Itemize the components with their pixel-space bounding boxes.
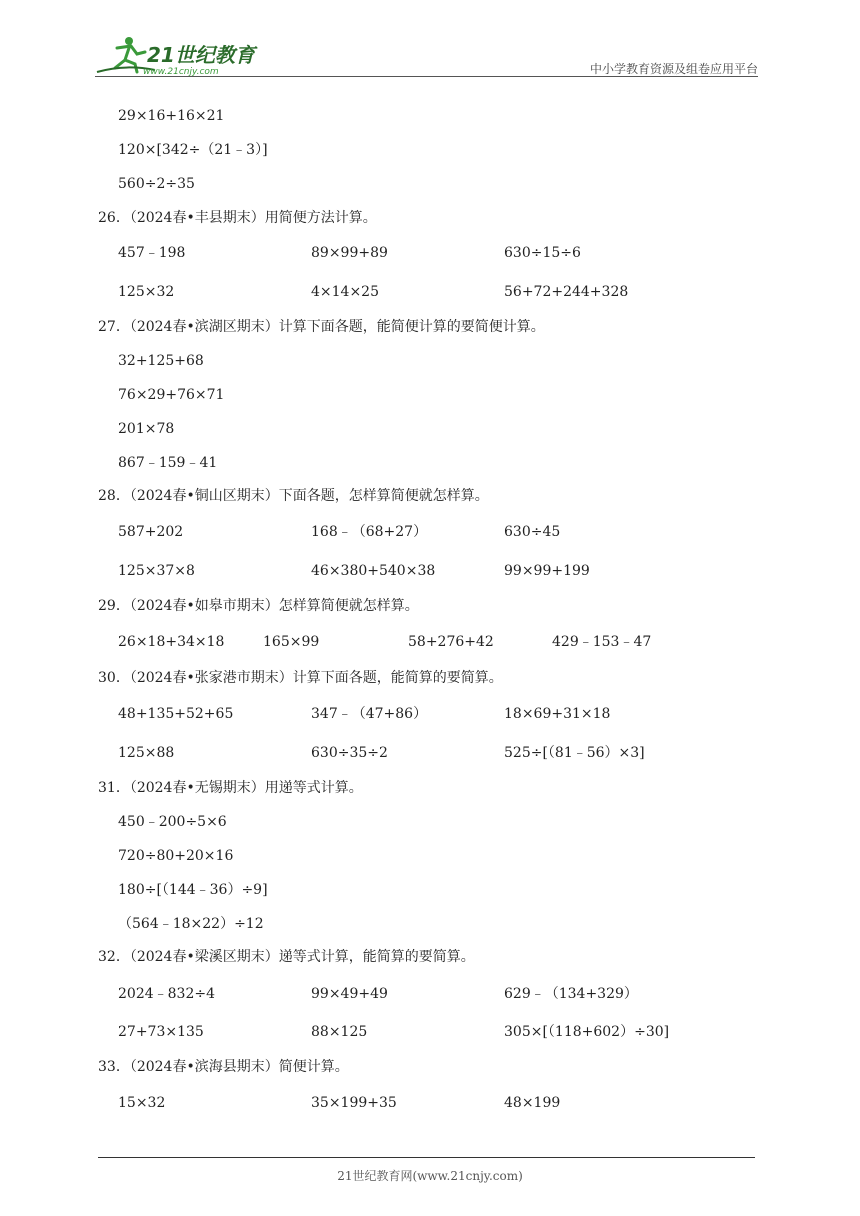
- question-title: 27．（2024春•滨湖区期末）计算下面各题，能简便计算的要简便计算。: [98, 319, 545, 335]
- question-title: 26．（2024春•丰县期末）用简便方法计算。: [98, 210, 377, 226]
- expression: （564﹣18×22）÷12: [118, 916, 264, 932]
- question-title: 33．（2024春•滨海县期末）简便计算。: [98, 1059, 349, 1075]
- question-title: 30．（2024春•张家港市期末）计算下面各题，能简算的要简算。: [98, 670, 503, 686]
- expression: 48×199: [504, 1095, 561, 1111]
- expression: 125×37×8: [118, 563, 195, 579]
- expression: 457﹣198: [118, 245, 186, 261]
- expression: 125×88: [118, 745, 175, 761]
- question-title: 31．（2024春•无锡期末）用递等式计算。: [98, 780, 363, 796]
- expression: 2024﹣832÷4: [118, 986, 215, 1002]
- expression: 720÷80+20×16: [118, 848, 234, 864]
- expression: 180÷[（144﹣36）÷9]: [118, 882, 268, 898]
- expression: 560÷2÷35: [118, 176, 195, 192]
- expression: 201×78: [118, 421, 175, 437]
- expression: 347﹣（47+86）: [311, 706, 428, 722]
- expression: 18×69+31×18: [504, 706, 611, 722]
- site-name: 中小学教育资源及组卷应用平台: [589, 62, 758, 76]
- expression: 48+135+52+65: [118, 706, 234, 722]
- question-title: 28．（2024春•铜山区期末）下面各题，怎样算简便就怎样算。: [98, 488, 489, 504]
- expression: 429﹣153﹣47: [552, 634, 652, 650]
- expression: 450﹣200÷5×6: [118, 814, 227, 830]
- expression: 35×199+35: [311, 1095, 397, 1111]
- expression: 120×[342÷（21﹣3）]: [118, 142, 268, 158]
- expression: 125×32: [118, 284, 175, 300]
- expression: 168﹣（68+27）: [311, 524, 428, 540]
- expression: 15×32: [118, 1095, 166, 1111]
- expression: 26×18+34×18: [118, 634, 225, 650]
- svg-text:www.21cnjy.com: www.21cnjy.com: [143, 67, 219, 76]
- expression: 629﹣（134+329）: [504, 986, 638, 1002]
- expression: 99×99+199: [504, 563, 590, 579]
- expression: 867﹣159﹣41: [118, 455, 218, 471]
- expression: 165×99: [263, 634, 320, 650]
- expression: 587+202: [118, 524, 184, 540]
- expression: 89×99+89: [311, 245, 388, 261]
- svg-text:21世纪教育: 21世纪教育: [147, 43, 255, 67]
- expression: 99×49+49: [311, 986, 388, 1002]
- expression: 525÷[（81﹣56）×3]: [504, 745, 645, 761]
- expression: 29×16+16×21: [118, 108, 225, 124]
- expression: 32+125+68: [118, 353, 204, 369]
- expression: 76×29+76×71: [118, 387, 225, 403]
- question-title: 29．（2024春•如皋市期末）怎样算简便就怎样算。: [98, 598, 419, 614]
- expression: 630÷35÷2: [311, 745, 388, 761]
- expression: 630÷15÷6: [504, 245, 581, 261]
- expression: 27+73×135: [118, 1024, 204, 1040]
- expression: 630÷45: [504, 524, 561, 540]
- expression: 305×[（118+602）÷30]: [504, 1024, 670, 1040]
- expression: 4×14×25: [311, 284, 379, 300]
- question-title: 32．（2024春•梁溪区期末）递等式计算，能简算的要简算。: [98, 949, 475, 965]
- expression: 58+276+42: [408, 634, 494, 650]
- header-divider: [95, 76, 758, 77]
- footer-text: 21世纪教育网(www.21cnjy.com): [337, 1169, 523, 1183]
- expression: 56+72+244+328: [504, 284, 629, 300]
- page-header: [95, 30, 758, 76]
- expression: 46×380+540×38: [311, 563, 436, 579]
- expression: 88×125: [311, 1024, 368, 1040]
- footer-divider: [98, 1157, 755, 1158]
- site-logo: [95, 34, 265, 76]
